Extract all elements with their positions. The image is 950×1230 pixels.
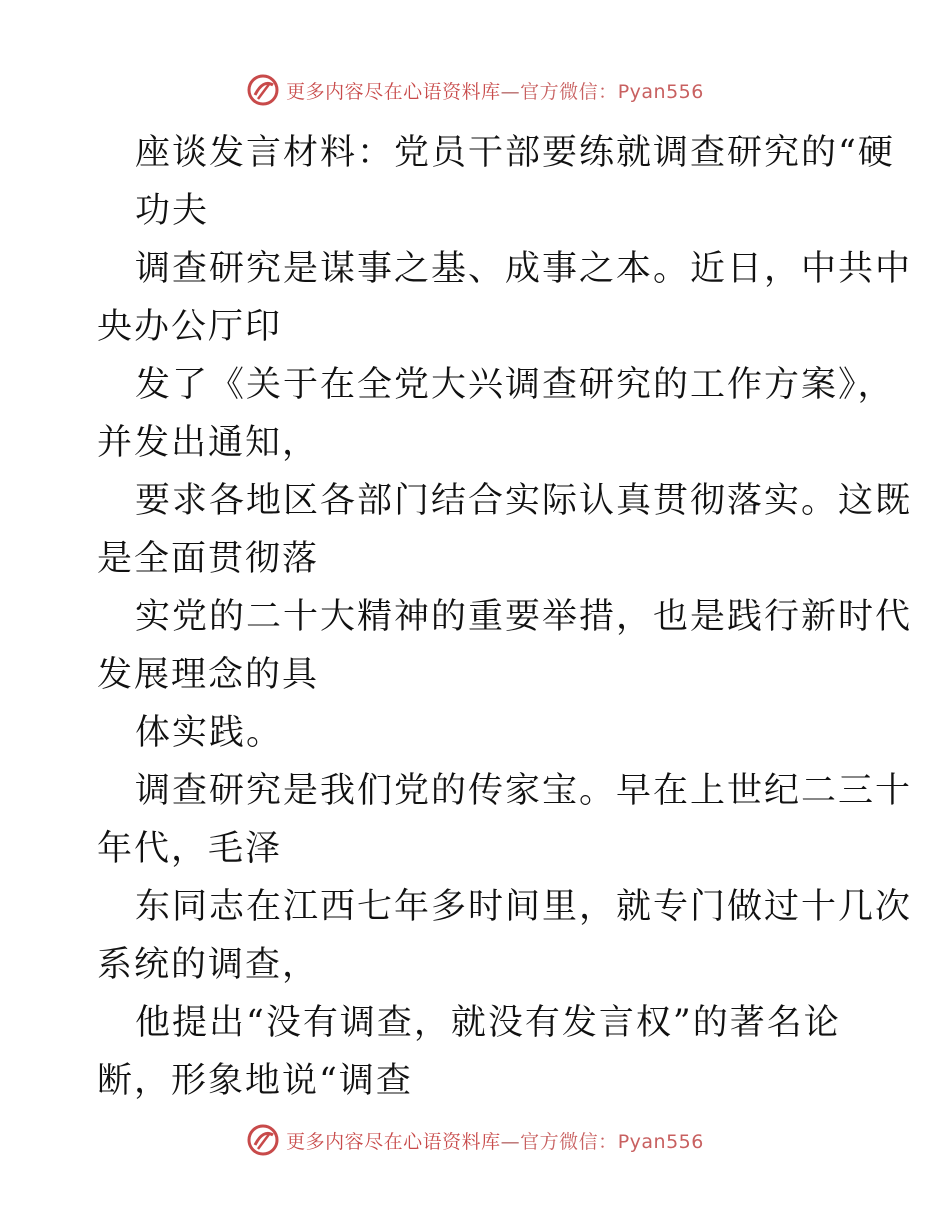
text-line: 并发出通知， xyxy=(97,423,320,463)
header-wechat-id: Pyan556 xyxy=(617,80,704,103)
header-banner-text xyxy=(286,77,704,104)
text-line: 要求各地区各部门结合实际认真贯彻落实。这既 xyxy=(135,481,913,521)
footer-wechat-id: Pyan556 xyxy=(617,1130,704,1153)
header-banner-title: 更多内容尽在心语资料库 xyxy=(286,80,501,103)
footer-banner-separator: — xyxy=(500,1130,521,1153)
text-line: 是全面贯彻落 xyxy=(97,539,320,579)
header-banner xyxy=(0,70,950,110)
text-line: 实党的二十大精神的重要举措，也是践行新时代 xyxy=(135,597,913,637)
text-line: 调查研究是我们党的传家宝。早在上世纪二三十 xyxy=(135,771,913,811)
brand-logo-icon xyxy=(246,1123,280,1157)
header-banner-separator: — xyxy=(500,80,521,103)
text-line: 功夫 xyxy=(135,191,210,231)
document-body xyxy=(97,124,913,1110)
text-line: 发展理念的具 xyxy=(97,655,320,695)
text-line: 东同志在江西七年多时间里，就专门做过十几次 xyxy=(135,887,913,927)
text-line: 系统的调查， xyxy=(97,945,320,985)
footer-wechat-label: 官方微信： xyxy=(520,1130,618,1153)
footer-banner-text xyxy=(286,1127,704,1154)
footer-banner-title: 更多内容尽在心语资料库 xyxy=(286,1130,501,1153)
header-wechat-label: 官方微信： xyxy=(520,80,618,103)
text-line: 年代，毛泽 xyxy=(97,829,283,869)
text-line: 发了《关于在全党大兴调查研究的工作方案》， xyxy=(135,365,895,405)
brand-logo-icon xyxy=(246,73,280,107)
text-line: 断，形象地说“调查 xyxy=(97,1061,413,1101)
text-line: 央办公厅印 xyxy=(97,307,283,347)
text-line: 体实践。 xyxy=(135,713,284,753)
footer-banner xyxy=(0,1120,950,1160)
text-line: 座谈发言材料：党员干部要练就调查研究的“硬 xyxy=(135,133,895,173)
text-line: 调查研究是谋事之基、成事之本。近日，中共中 xyxy=(135,249,913,289)
text-line: 他提出“没有调查，就没有发言权”的著名论 xyxy=(135,1003,841,1043)
